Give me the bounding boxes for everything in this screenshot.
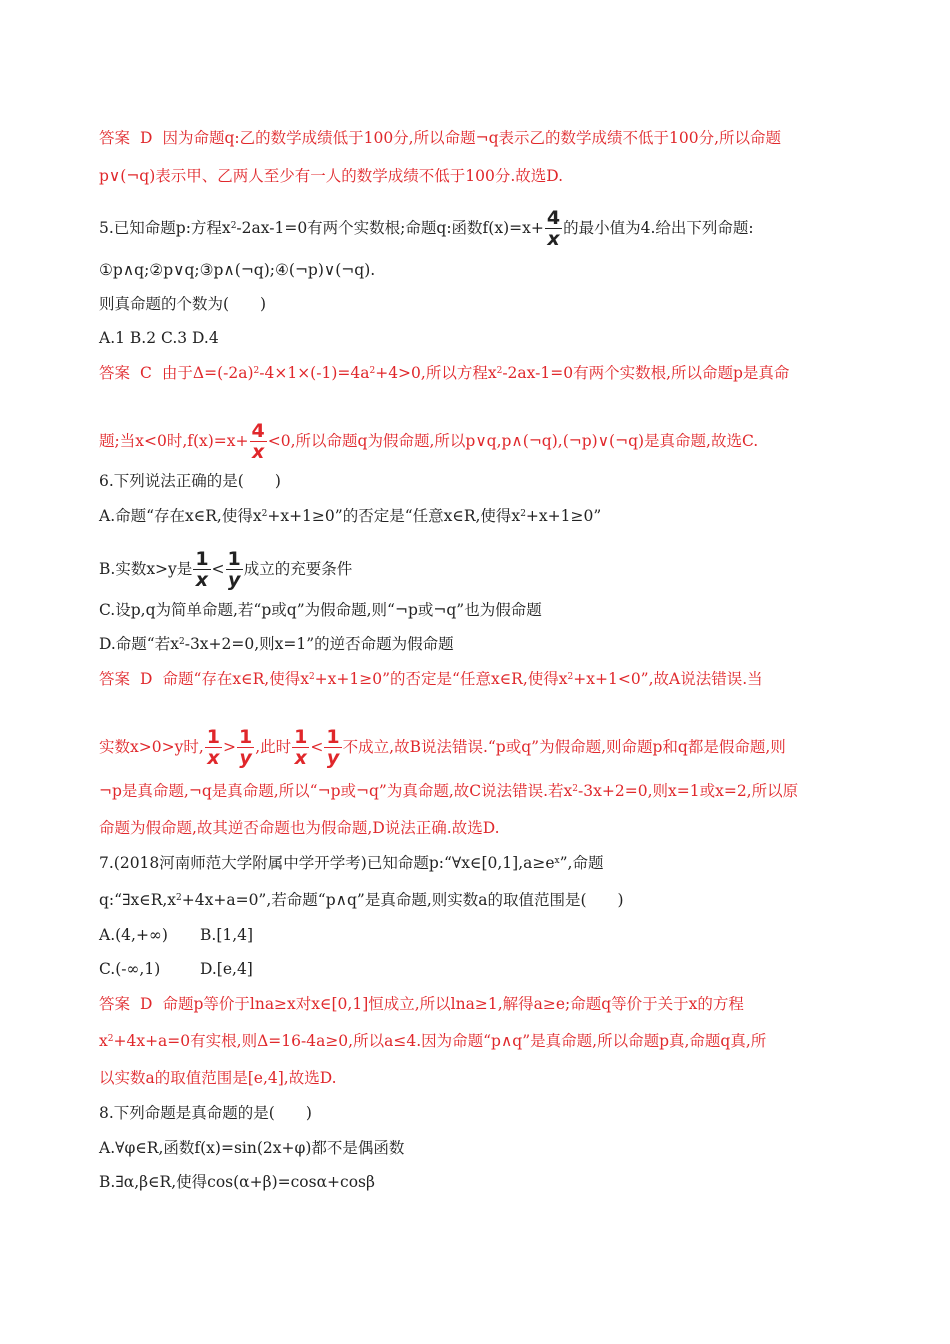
question-6-line-1: 6.下列说法正确的是( ) [99, 472, 281, 490]
answer-7-line-3: 以实数a的取值范围是[e,4],故选D. [99, 1069, 337, 1087]
answer-label: 答案 [99, 129, 131, 147]
answer-6-line-1: 答案 D 命题“存在x∈R,使得$x^2+x+1\ge 0$”的否定是“任意x∈R,使得$x^2+x+1<0$”,故A说法错误.当 [99, 670, 763, 688]
question-7-options-row-2: C.(-∞,1) D.[e,4] [99, 960, 253, 978]
answer-4-line-2: p∨(¬q)表示甲、乙两人至少有一人的数学成绩不低于100分.故选D. [99, 167, 564, 185]
question-8-option-b: B.∃α,β∈R,使得cos(α+β)=cosα+cosβ [99, 1173, 375, 1191]
question-7-line-2: $q:“\exists x\in R,x^2+4x+a=0$”,若命题“p∧q”是真命题,则实数a的取值范围是( ) [99, 891, 624, 909]
fraction-1-over-x: $\frac{1}{x}$ [294, 726, 308, 769]
fraction-1-over-y: $\frac{1}{y}$ [239, 726, 253, 769]
answer-letter: D [140, 129, 153, 147]
answer-7-line-2: $x^2+4x+a=0$有实根,则Δ=16-4a≥0,所以a≤4.因为命题“p∧q”是真命题,所以命题p真,命题q真,所 [99, 1032, 767, 1050]
fraction-4-over-x: $\frac{4}{x}$ [251, 420, 265, 463]
answer-text: 因为命题q:乙的数学成绩低于100分,所以命题¬q表示乙的数学成绩不低于100分,所以命题 [162, 129, 782, 147]
answer-7-line-1: 答案 D 命题p等价于lna≥x对x∈[0,1]恒成立,所以lna≥1,解得a≥e;命题q等价于关于x的方程 [99, 995, 744, 1013]
question-6-option-c: C.设p,q为简单命题,若“p或q”为假命题,则“¬p或¬q”也为假命题 [99, 601, 542, 619]
question-6-option-a: A.命题“存在x∈R,使得$x^2+x+1\ge 0$”的否定是“任意x∈R,使得$x^2+x+1\ge 0$” [99, 507, 602, 525]
answer-5-line-1: 答案 C 由于$\Delta=(-2a)^2-4\times 1\times(-1)=4a^2+4>0$,所以方程$x^2-2ax-1=0$有两个实数根,所以命题p是真命 [99, 364, 790, 382]
question-8-line-1: 8.下列命题是真命题的是( ) [99, 1104, 312, 1122]
question-8-option-a: A.∀φ∈R,函数f(x)=sin(2x+φ)都不是偶函数 [99, 1139, 405, 1157]
question-5-line-1: 5.已知命题p:方程$x^2-2ax-1=0$有两个实数根;命题q:函数f(x)=x+ $\frac{4}{x}$ 的最小值为4.给出下列命题: [99, 207, 754, 250]
question-7-line-1: 7.(2018河南师范大学附属中学开学考)已知命题$p:“\forall x\in[0,1],a\ge e^x$”,命题 [99, 854, 604, 872]
answer-6-line-3: ¬p是真命题,¬q是真命题,所以“¬p或¬q”为真命题,故C说法错误.若$x^2-3x+2=0$,则x=1或x=2,所以原 [99, 782, 799, 800]
question-5-options: A.1 B.2 C.3 D.4 [99, 329, 219, 347]
question-6-option-b: B.实数x>y是 $\frac{1}{x}$ < $\frac{1}{y}$ 成立的充要条件 [99, 548, 353, 591]
fraction-4-over-x: $\frac{4}{x}$ [546, 207, 561, 250]
question-5-line-3: 则真命题的个数为( ) [99, 295, 267, 313]
question-7-options-row-1: A.(4,+∞) B.[1,4] [99, 926, 254, 944]
answer-4-line-1 [99, 127, 854, 149]
answer-6-line-4: 命题为假命题,故其逆否命题也为假命题,D说法正确.故选D. [99, 819, 500, 837]
question-6-option-d: D.命题“若$x^2-3x+2=0$,则x=1”的逆否命题为假命题 [99, 635, 454, 653]
answer-5-line-2: 题;当x<0时,f(x)=x+ $\frac{4}{x}$ <0,所以命题q为假命题,所以p∨q,p∧(¬q),(¬p)∨(¬q)是真命题,故选C. [99, 420, 759, 463]
answer-6-line-2: 实数x>0>y时, $\frac{1}{x}$ > $\frac{1}{y}$ ,此时 $\frac{1}{x}$ < $\frac{1}{y}$ 不成立,故B说法错误.“p或q”为假命题,则命题p和q都是假命题,则 [99, 726, 786, 769]
question-5-line-2: ①p∧q;②p∨q;③p∧(¬q);④(¬p)∨(¬q). [99, 261, 376, 279]
fraction-1-over-x: $\frac{1}{x}$ [206, 726, 220, 769]
fraction-1-over-x: $\frac{1}{x}$ [195, 548, 209, 591]
fraction-1-over-y: $\frac{1}{y}$ [227, 548, 241, 591]
fraction-1-over-y: $\frac{1}{y}$ [326, 726, 340, 769]
